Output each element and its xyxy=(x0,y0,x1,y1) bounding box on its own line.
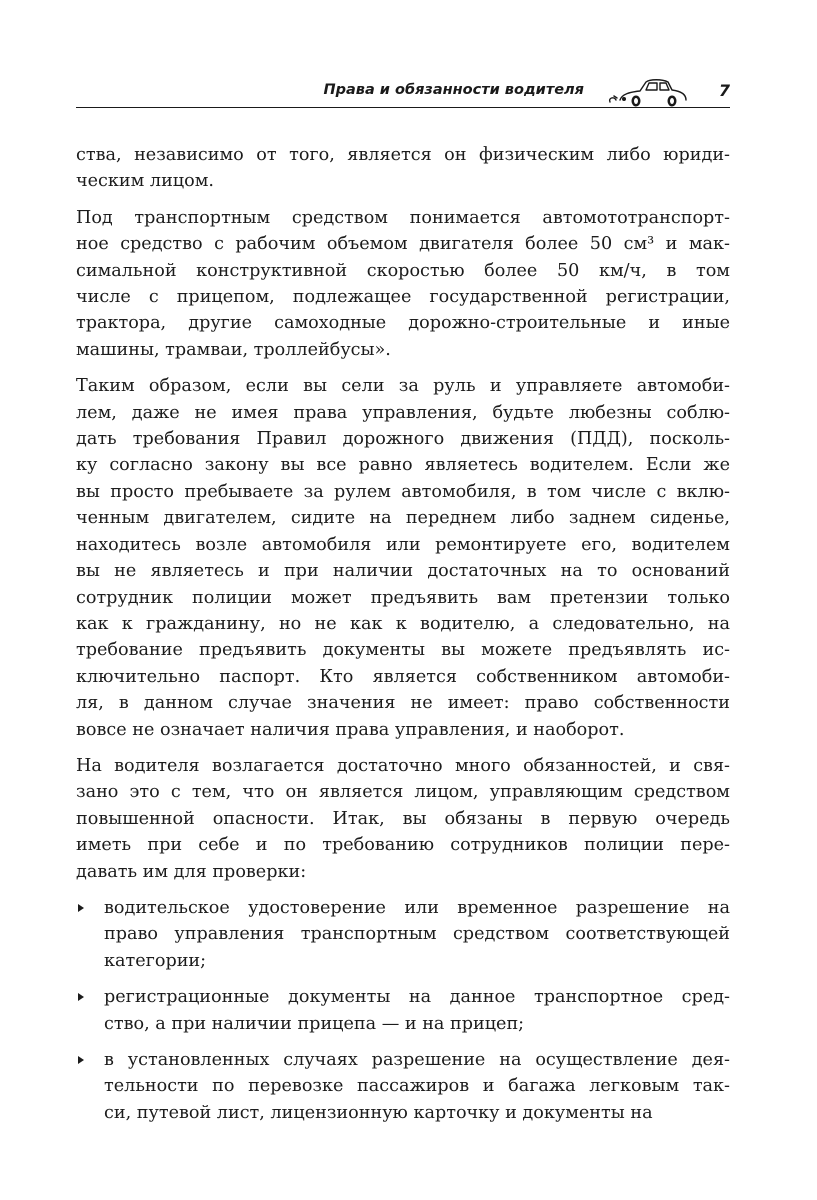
text-line: ку согласно закону вы все равно являетесь водителем. Если же xyxy=(76,455,730,476)
text-line: На водителя возлагается достаточно много обязанностей, и свя- xyxy=(76,755,730,776)
text-line: вы не являетесь и при наличии достаточных на то оснований xyxy=(76,561,730,582)
text-line: дать требования Правил дорожного движения (ПДД), посколь- xyxy=(76,429,730,450)
header-title: Права и обязанности водителя xyxy=(323,82,584,98)
text-line: право управления транспортным средством соответствующей xyxy=(104,924,730,945)
text-line: си, путевой лист, лицензионную карточку и документы на xyxy=(104,1102,653,1123)
bullet-item xyxy=(76,1047,730,1126)
text-line: ства, независимо от того, является он физическим либо юриди- xyxy=(76,145,730,165)
text-line: иметь при себе и по требованию сотрудников полиции пере- xyxy=(76,835,730,856)
text-line: ченным двигателем, сидите на переднем либо заднем сиденье, xyxy=(76,508,730,529)
text-line: водительское удостоверение или временное разрешение на xyxy=(104,897,730,918)
paragraph xyxy=(76,142,730,195)
text-line: в установленных случаях разрешение на осуществление дея- xyxy=(104,1050,730,1070)
text-line: сотрудник полиции может предъявить вам претензии только xyxy=(76,587,730,608)
bullet-triangle-icon xyxy=(78,993,84,1001)
paragraph xyxy=(76,205,730,363)
page-number: 7 xyxy=(718,81,730,100)
text-line: находитесь возле автомобиля или ремонтируете его, водителем xyxy=(76,534,730,555)
text-line: симальной конструктивной скоростью более 50 км/ч, в том xyxy=(76,260,730,281)
paragraph xyxy=(76,373,730,743)
text-line: повышенной опасности. Итак, вы обязаны в первую очередь xyxy=(76,808,730,829)
text-line: лем, даже не имея права управления, будьте любезны соблю- xyxy=(76,402,730,423)
text-line: требование предъявить документы вы можете предъявлять ис- xyxy=(76,640,730,661)
text-line: трактора, другие самоходные дорожно-строительные и иные xyxy=(76,313,730,334)
text-line: тельности по перевозке пассажиров и багажа легковым так- xyxy=(104,1076,730,1097)
text-line: ство, а при наличии прицепа — и на прицеп; xyxy=(104,1013,525,1034)
bullet-text xyxy=(104,1047,730,1126)
bullet-item xyxy=(76,895,730,974)
text-line: ное средство с рабочим объемом двигателя более 50 см³ и мак- xyxy=(76,234,730,255)
text-line: числе с прицепом, подлежащее государственной регистрации, xyxy=(76,287,730,308)
text-line: категории; xyxy=(104,950,207,971)
text-line: машины, трамваи, троллейбусы». xyxy=(76,339,391,360)
bullet-text xyxy=(104,984,730,1037)
paragraph xyxy=(76,753,730,885)
bullet-list xyxy=(76,895,730,1126)
paragraphs xyxy=(76,142,730,885)
text-line: Таким образом, если вы сели за руль и управляете автомоби- xyxy=(76,376,730,397)
bullet-item xyxy=(76,984,730,1037)
header-rule xyxy=(76,107,730,108)
text-line: ческим лицом. xyxy=(76,171,214,192)
text-line: зано это с тем, что он является лицом, управляющим средством xyxy=(76,782,730,803)
bullet-text xyxy=(104,895,730,974)
running-header xyxy=(76,76,730,110)
bullet-triangle-icon xyxy=(78,1056,84,1064)
text-line: регистрационные документы на данное транспортное сред- xyxy=(104,987,730,1008)
text-line: ключительно паспорт. Кто является собственником автомоби- xyxy=(76,666,730,687)
car-icon xyxy=(606,76,694,108)
text-line: Под транспортным средством понимается автомототранспорт- xyxy=(76,207,730,228)
text-line: ля, в данном случае значения не имеет: право собственности xyxy=(76,693,730,714)
page-body xyxy=(76,142,730,1136)
text-line: вы просто пребываете за рулем автомобиля, в том числе с вклю- xyxy=(76,481,730,502)
text-line: давать им для проверки: xyxy=(76,861,307,882)
text-line: как к гражданину, но не как к водителю, а следовательно, на xyxy=(76,613,730,634)
text-line: вовсе не означает наличия права управления, и наоборот. xyxy=(76,719,625,740)
bullet-triangle-icon xyxy=(78,904,84,912)
